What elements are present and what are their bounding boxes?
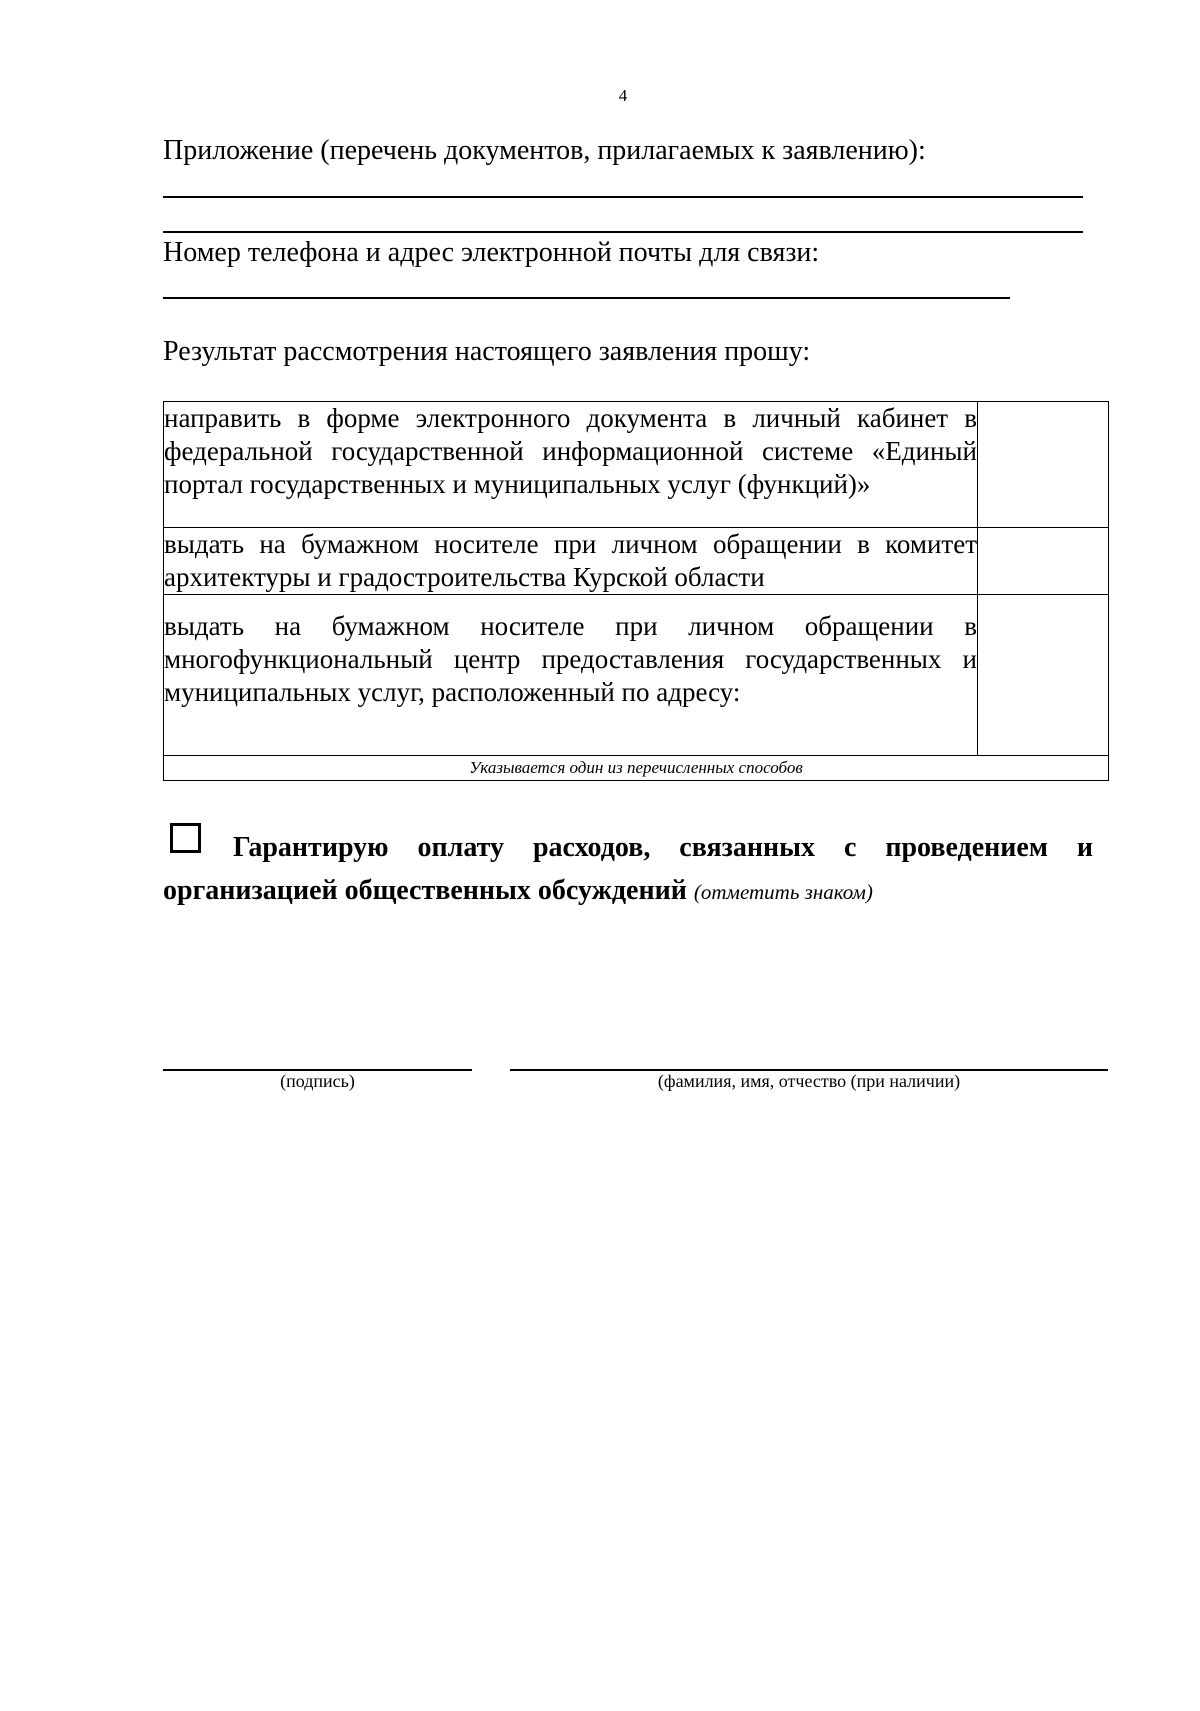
page-number: 4 — [618, 86, 628, 105]
contact-line[interactable] — [163, 297, 1010, 299]
guarantee-word: оплату — [417, 832, 505, 863]
guarantee-word: проведением — [885, 832, 1048, 863]
option-text-epgu: направить в форме электронного документа в личный кабинет в федеральной государственной информационной системе «Единый портал государственных и муниципальных услуг (функций)» — [164, 402, 978, 528]
guarantee-word: и — [1076, 832, 1093, 863]
option-text-mfc: выдать на бумажном носителе при личном обращении в многофункциональный центр предоставления государственных и муниципальных услуг, расположенный по адресу: — [164, 595, 978, 756]
note-row — [164, 756, 1109, 781]
attachments-label: Приложение (перечень документов, прилагаемых к заявлению): — [163, 135, 926, 166]
guarantee-word: с — [843, 832, 857, 863]
guarantee-line-2 — [163, 869, 1093, 914]
full-name-caption: (фамилия, имя, отчество (при наличии) — [657, 1071, 961, 1091]
option-text-committee: выдать на бумажном носителе при личном обращении в комитет архитектуры и градостроительства Курской области — [164, 528, 978, 595]
guarantee-line-1 — [163, 826, 1093, 869]
delivery-options-table — [163, 401, 1109, 781]
contact-label: Номер телефона и адрес электронной почты для связи: — [163, 237, 820, 268]
options-note: Указывается один из перечисленных способов — [164, 756, 1109, 781]
option-select-committee[interactable] — [978, 528, 1109, 595]
attachments-line-2[interactable] — [163, 231, 1083, 233]
guarantee-word: Гарантирую — [233, 832, 389, 863]
option-select-mfc[interactable] — [978, 595, 1109, 756]
signature-caption: (подпись) — [280, 1071, 355, 1091]
result-label: Результат рассмотрения настоящего заявления прошу: — [163, 336, 811, 367]
guarantee-statement — [163, 826, 1093, 914]
option-row — [164, 528, 1109, 595]
guarantee-word: расходов, — [532, 832, 651, 863]
option-select-epgu[interactable] — [978, 402, 1109, 528]
guarantee-word: связанных — [679, 832, 815, 863]
guarantee-mark-note: (отметить знаком) — [693, 880, 873, 904]
option-row — [164, 402, 1109, 528]
option-row — [164, 595, 1109, 756]
attachments-line-1[interactable] — [163, 196, 1083, 198]
guarantee-line-2-text: организацией общественных обсуждений — [163, 875, 687, 906]
